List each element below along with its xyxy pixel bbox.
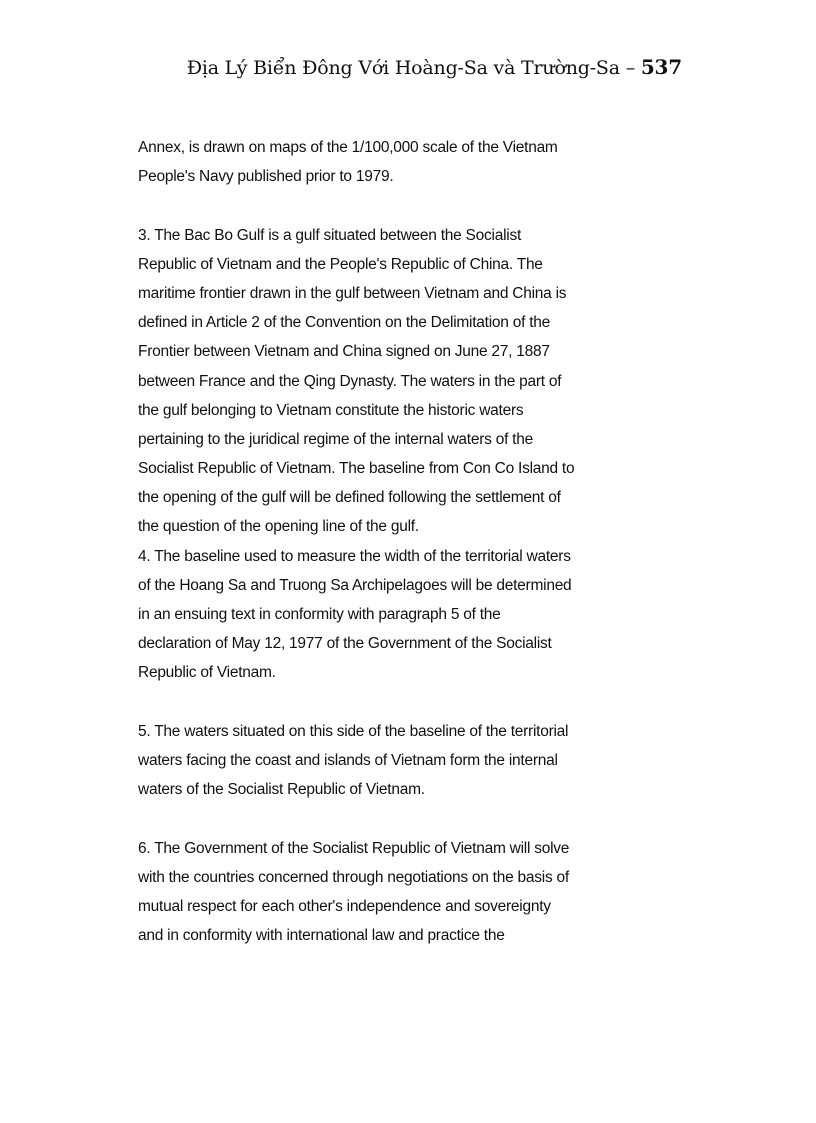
text-line: 5. The waters situated on this side of the baseline of the territorial	[138, 722, 569, 740]
text-line: waters facing the coast and islands of Vietnam form the internal	[138, 751, 558, 769]
text-line: the opening of the gulf will be defined following the settlement of	[138, 489, 561, 507]
running-title: Địa Lý Biển Đông Với Hoàng-Sa và Trường-Sa –	[186, 57, 635, 79]
text-line: in an ensuing text in conformity with paragraph 5 of the	[138, 606, 501, 623]
text-line: 6. The Government of the Socialist Republic of Vietnam will solve	[138, 839, 570, 857]
text-line: the gulf belonging to Vietnam constitute the historic waters	[138, 401, 524, 419]
text-line: Frontier between Vietnam and China signed on June 27, 1887	[138, 343, 550, 361]
paragraph-spacer	[138, 804, 678, 833]
text-line: 3. The Bac Bo Gulf is a gulf situated between the Socialist	[138, 226, 522, 244]
text-line: between France and the Qing Dynasty. The waters in the part of	[138, 372, 562, 390]
text-line: Republic of Vietnam and the People's Republic of China. The	[138, 255, 543, 273]
document-body	[138, 133, 678, 950]
page-header	[187, 55, 682, 79]
paragraph-item-4	[138, 542, 678, 688]
text-line: Annex, is drawn on maps of the 1/100,000 scale of the Vietnam	[138, 139, 558, 156]
paragraph-item-3	[138, 221, 678, 542]
text-line: declaration of May 12, 1977 of the Government of the Socialist	[138, 635, 552, 653]
text-line: and in conformity with international law and practice the	[138, 927, 505, 945]
text-line: Socialist Republic of Vietnam. The baseline from Con Co Island to	[138, 460, 575, 478]
text-line: with the countries concerned through negotiations on the basis of	[138, 868, 569, 886]
paragraph-spacer	[138, 191, 678, 220]
paragraph-spacer	[138, 688, 678, 717]
text-line: maritime frontier drawn in the gulf between Vietnam and China is	[138, 284, 567, 302]
text-line: Republic of Vietnam.	[138, 664, 276, 682]
paragraph-item-5	[138, 717, 678, 805]
page-number: 537	[640, 55, 682, 79]
paragraph-item-6	[138, 834, 678, 951]
text-line: mutual respect for each other's independence and sovereignty	[138, 897, 551, 915]
paragraph-annex-continuation	[138, 133, 678, 191]
text-line: of the Hoang Sa and Truong Sa Archipelagoes will be determined	[138, 576, 572, 594]
text-line: defined in Article 2 of the Convention on the Delimitation of the	[138, 314, 550, 332]
text-line: pertaining to the juridical regime of the internal waters of the	[138, 430, 533, 448]
text-line: 4. The baseline used to measure the width of the territorial waters	[138, 547, 571, 565]
text-line: the question of the opening line of the gulf.	[138, 518, 419, 536]
text-line: People's Navy published prior to 1979.	[138, 168, 394, 186]
text-line: waters of the Socialist Republic of Vietnam.	[138, 781, 425, 799]
